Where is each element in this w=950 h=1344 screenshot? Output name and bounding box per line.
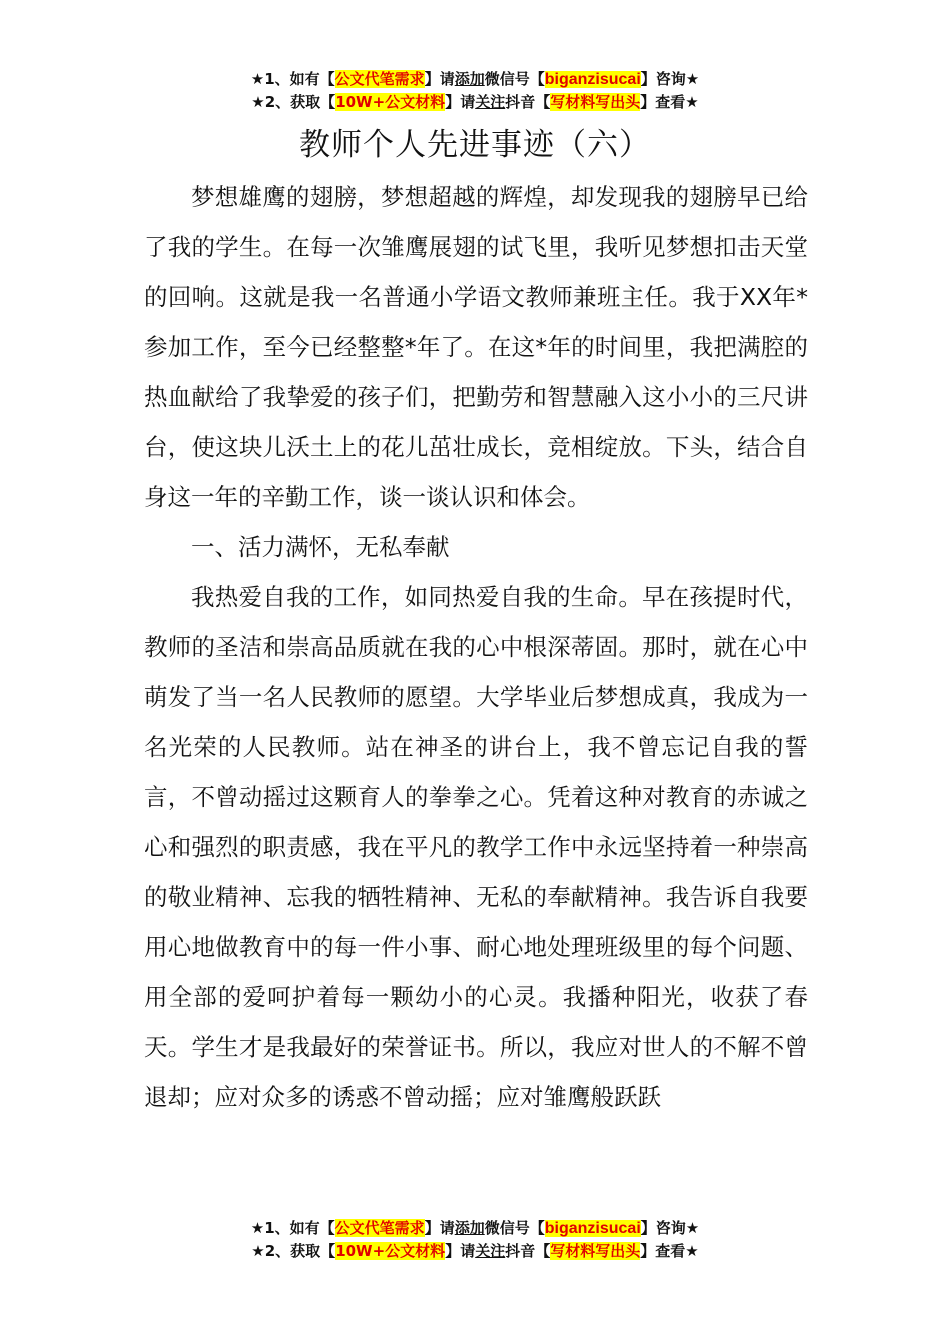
document-body: [144, 172, 808, 1122]
highlight-materials: 10W+公文材料: [335, 1242, 446, 1260]
document-title: 教师个人先进事迹（六）: [299, 127, 651, 163]
paragraph-intro: 梦想雄鹰的翅膀，梦想超越的辉煌，却发现我的翅膀早已给了我的学生。在每一次雏鹰展翅的试飞里，我听见梦想扣击天堂的回响。这就是我一名普通小学语文教师兼班主任。我于XX年*参加工作，至今已经整整*年了。在这*年的时间里，我把满腔的热血献给了我挚爱的孩子们，把勤劳和智慧融入这小小的三尺讲台，使这块儿沃土上的花儿茁壮成长，竞相绽放。下头，结合自身这一年的辛勤工作，谈一谈认识和体会。: [144, 183, 808, 511]
wechat-id: biganzisucai: [544, 71, 641, 88]
douyin-account: 写材料写出头: [550, 1242, 641, 1260]
section-heading-1: 一、活力满怀，无私奉献: [191, 533, 450, 561]
highlight-service: 公文代笔需求: [334, 70, 425, 88]
banner-line-1: ★1、如有【公文代笔需求】请添加微信号【biganzisucai】咨询★: [250, 70, 700, 88]
top-banner: [0, 68, 950, 113]
banner-line-1: ★1、如有【公文代笔需求】请添加微信号【biganzisucai】咨询★: [250, 1219, 700, 1237]
paragraph-section-1: 我热爱自我的工作，如同热爱自我的生命。早在孩提时代，教师的圣洁和崇高品质就在我的心中根深蒂固。那时，就在心中萌发了当一名人民教师的愿望。大学毕业后梦想成真，我成为一名光荣的人民教师。站在神圣的讲台上，我不曾忘记自我的誓言，不曾动摇过这颗育人的拳拳之心。凭着这种对教育的赤诚之心和强烈的职责感，我在平凡的教学工作中永远坚持着一种崇高的敬业精神、忘我的牺牲精神、无私的奉献精神。我告诉自我要用心地做教育中的每一件小事、耐心地处理班级里的每个问题、用全部的爱呵护着每一颗幼小的心灵。我播种阳光，收获了春天。学生才是我最好的荣誉证书。所以，我应对世人的不解不曾退却；应对众多的诱惑不曾动摇；应对雏鹰般跃跃: [144, 583, 808, 1111]
banner-line-2: ★2、获取【10W+公文材料】请关注抖音【写材料写出头】查看★: [251, 93, 699, 111]
bottom-banner: [0, 1217, 950, 1262]
banner-line-2: ★2、获取【10W+公文材料】请关注抖音【写材料写出头】查看★: [251, 1242, 699, 1260]
douyin-account: 写材料写出头: [550, 93, 641, 111]
wechat-id: biganzisucai: [544, 1220, 641, 1237]
highlight-service: 公文代笔需求: [334, 1219, 425, 1237]
highlight-materials: 10W+公文材料: [335, 93, 446, 111]
